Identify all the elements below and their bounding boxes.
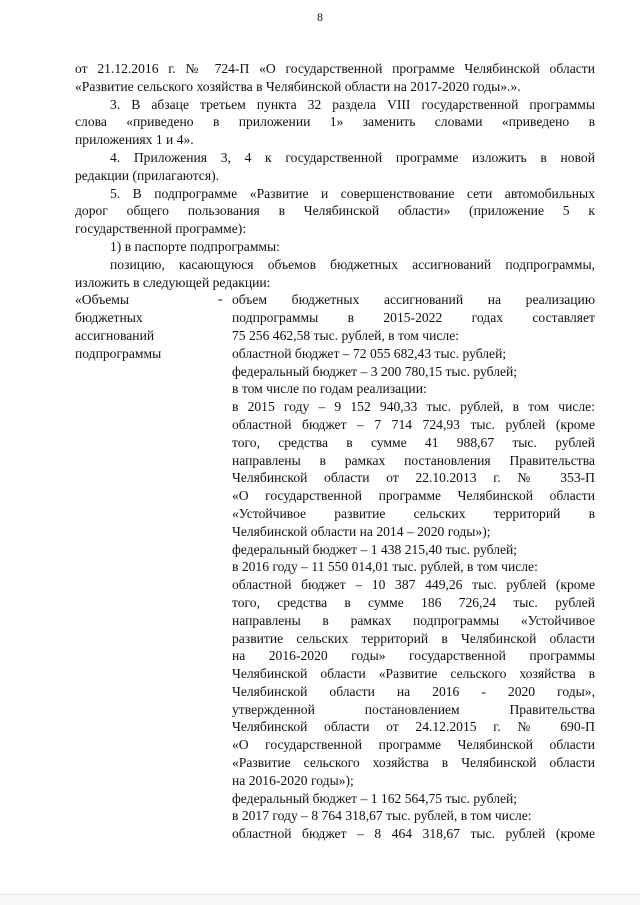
paragraph-line: дорог общего пользования в Челябинской области» (приложение 5 к — [75, 203, 595, 219]
table-right-line: федеральный бюджет – 1 162 564,75 тыс. рублей; — [232, 790, 518, 806]
paragraph-line: приложениях 1 и 4». — [75, 132, 194, 148]
table-right-line: областной бюджет – 10 387 449,26 тыс. рублей (кроме — [232, 577, 595, 593]
table-right-line: на 2016-2020 годы»); — [232, 772, 354, 788]
table-left-line: ассигнований — [75, 327, 155, 343]
table-right-line: того, средства в сумме 186 726,24 тыс. рублей — [232, 594, 595, 610]
table-right-line: направлены в рамках подпрограммы «Устойчивое — [232, 612, 595, 628]
table-right-line: Челябинской области от 24.12.2015 г. № 690-П — [232, 719, 595, 735]
paragraph — [75, 60, 595, 96]
paragraph-line: слова «приведено в приложении 1» заменить словами «приведено в — [75, 114, 595, 130]
paragraph — [75, 256, 595, 292]
paragraph-line: «Развитие сельского хозяйства в Челябинской области на 2017-2020 годы».». — [75, 78, 521, 94]
page-bottom-edge — [0, 894, 640, 905]
table-right-line: Челябинской области на 2016 - 2020 годы», — [232, 683, 595, 699]
table-right-line: «О государственной программе Челябинской области — [232, 488, 595, 504]
table-right-line: Челябинской области от 22.10.2013 г. № 353-П — [232, 470, 595, 486]
paragraph — [75, 96, 595, 149]
table-right-line: федеральный бюджет – 1 438 215,40 тыс. рублей; — [232, 541, 518, 557]
table-left-column — [75, 291, 215, 362]
table-right-line: на 2016-2020 годы» государственной программы — [232, 648, 595, 664]
paragraphs — [75, 60, 595, 291]
table-right-line: в 2015 году – 9 152 940,33 тыс. рублей, в том числе: — [232, 399, 595, 415]
table-right-line: Челябинской области на 2014 – 2020 годы»); — [232, 523, 491, 539]
table-right-line: утвержденной постановлением Правительства — [232, 701, 595, 717]
paragraph-line: позицию, касающуюся объемов бюджетных ассигнований подпрограммы, — [110, 256, 595, 272]
page-number: 8 — [317, 10, 323, 24]
table-right-line: объем бюджетных ассигнований на реализацию — [232, 292, 595, 308]
table-right-line: Челябинской области «Развитие сельского хозяйства в — [232, 666, 595, 682]
table-right-line: в том числе по годам реализации: — [232, 381, 427, 397]
table-dash: - — [218, 291, 223, 307]
table-right-line: развитие сельских территорий в Челябинской области — [232, 630, 595, 646]
table-right-line: «Устойчивое развитие сельских территорий в — [232, 505, 595, 521]
table-left-line: подпрограммы — [75, 345, 162, 361]
table-right-line: того, средства в сумме 41 988,67 тыс. рублей — [232, 434, 595, 450]
paragraph-line: редакции (прилагаются). — [75, 167, 220, 183]
table-left-line: бюджетных — [75, 310, 143, 326]
paragraph-line: 3. В абзаце третьем пункта 32 раздела VIII государственной программы — [110, 96, 595, 112]
paragraph-line: изложить в следующей редакции: — [75, 274, 271, 290]
table-left-line: «Объемы — [75, 292, 129, 308]
table-right-column — [232, 291, 595, 843]
paragraph-line: государственной программе): — [75, 221, 247, 237]
table-right-line: подпрограммы в 2015-2022 годах составляет — [232, 310, 595, 326]
table-right-line: областной бюджет – 7 714 724,93 тыс. рублей (кроме — [232, 416, 595, 432]
paragraph — [75, 185, 595, 238]
table-right-line: в 2016 году – 11 550 014,01 тыс. рублей, в том числе: — [232, 559, 538, 575]
paragraph-line: 5. В подпрограмме «Развитие и совершенствование сети автомобильных — [110, 185, 595, 201]
table-right-line: в 2017 году – 8 764 318,67 тыс. рублей, в том числе: — [232, 808, 532, 824]
paragraph — [75, 238, 595, 256]
table-right-line: направлены в рамках постановления Правительства — [232, 452, 595, 468]
paragraph — [75, 149, 595, 185]
budget-table — [75, 291, 595, 843]
table-right-line: «Развитие сельского хозяйства в Челябинской области — [232, 755, 595, 771]
paragraph-line: от 21.12.2016 г. № 724-П «О государственной программе Челябинской области — [75, 61, 595, 76]
table-right-line: областной бюджет – 8 464 318,67 тыс. рублей (кроме — [232, 826, 595, 842]
table-right-line: «О государственной программе Челябинской области — [232, 737, 595, 753]
paragraph-line: 4. Приложения 3, 4 к государственной программе изложить в новой — [110, 149, 595, 165]
table-right-line: 75 256 462,58 тыс. рублей, в том числе: — [232, 327, 460, 343]
table-right-line: областной бюджет – 72 055 682,43 тыс. рублей; — [232, 345, 507, 361]
table-right-line: федеральный бюджет – 3 200 780,15 тыс. рублей; — [232, 363, 518, 379]
document-body — [75, 60, 595, 843]
paragraph-line: 1) в паспорте подпрограммы: — [110, 238, 280, 254]
